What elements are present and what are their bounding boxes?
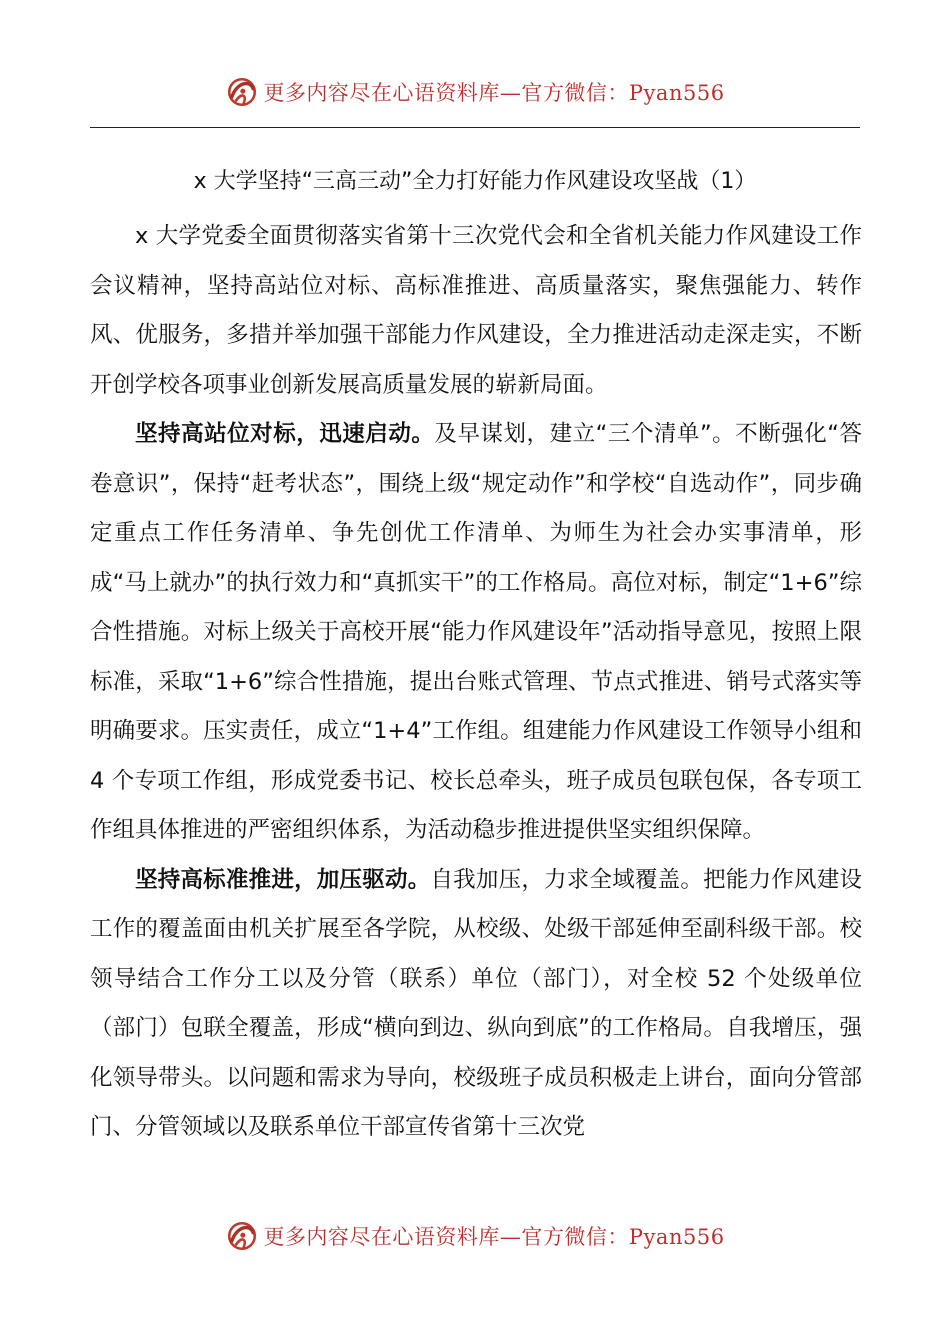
paragraph-1-text: x 大学党委全面贯彻落实省第十三次党代会和全省机关能力作风建设工作会议精神，坚持高站位对标、高标准推进、高质量落实，聚焦强能力、转作风、优服务，多措并举加强干部能力作风建设，全力推进活动走深走实，不断开创学校各项事业创新发展高质量发展的崭新局面。 — [90, 223, 862, 398]
paragraph-1 — [90, 212, 862, 410]
brush-swirl-logo-icon — [225, 1219, 259, 1253]
header-banner-text: 更多内容尽在心语资料库—官方微信：Pyan556 — [263, 81, 725, 105]
footer-banner — [0, 1216, 950, 1256]
header-banner — [0, 72, 950, 112]
paragraph-2 — [90, 410, 862, 856]
document-title: x 大学坚持“三高三动”全力打好能力作风建设攻坚战（1） — [193, 169, 757, 194]
paragraph-3 — [90, 856, 862, 1153]
paragraph-2-text: 及早谋划，建立“三个清单”。不断强化“答卷意识”，保持“赶考状态”，围绕上级“规定动作”和学校“自选动作”，同步确定重点工作任务清单、争先创优工作清单、为师生为社会办实事清单，形成“马上就办”的执行效力和“真抓实干”的工作格局。高位对标，制定“1+6”综合性措施。对标上级关于高校开展“能力作风建设年”活动指导意见，按照上限标准，采取“1+6”综合性措施，提出台账式管理、节点式推进、销号式落实等明确要求。压实责任，成立“1+4”工作组。组建能力作风建设工作领导小组和 4 个专项工作组，形成党委书记、校长总牵头，班子成员包联包保，各专项工作组具体推进的严密组织体系，为活动稳步推进提供坚实组织保障。 — [90, 421, 862, 843]
paragraph-3-text: 自我加压，力求全域覆盖。把能力作风建设工作的覆盖面由机关扩展至各学院，从校级、处级干部延伸至副科级干部。校领导结合工作分工以及分管（联系）单位（部门），对全校 52 个处级单位（部门）包联全覆盖，形成“横向到边、纵向到底”的工作格局。自我增压，强化领导带头。以问题和需求为导向，校级班子成员积极走上讲台，面向分管部门、分管领域以及联系单位干部宣传省第十三次党 — [90, 866, 862, 1140]
footer-banner-text: 更多内容尽在心语资料库—官方微信：Pyan556 — [263, 1225, 725, 1249]
document-body — [90, 212, 862, 1153]
brush-swirl-logo-icon — [225, 75, 259, 109]
header-divider — [90, 127, 860, 128]
paragraph-3-lead: 坚持高标准推进，加压驱动。 — [135, 866, 431, 893]
paragraph-2-lead: 坚持高站位对标，迅速启动。 — [135, 421, 435, 447]
